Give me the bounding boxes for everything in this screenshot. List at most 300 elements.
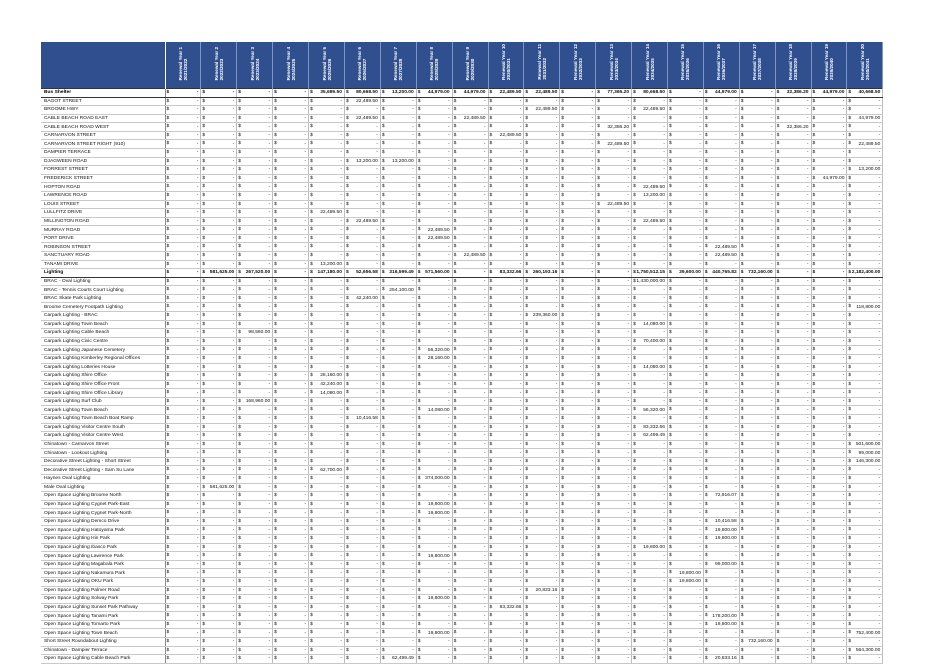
- value-cell[interactable]: [667, 363, 703, 372]
- value-cell[interactable]: [201, 140, 237, 149]
- value-cell[interactable]: [237, 114, 273, 123]
- value-cell[interactable]: [452, 406, 488, 415]
- value-cell[interactable]: [273, 509, 309, 518]
- value-cell[interactable]: [632, 140, 668, 149]
- value-cell[interactable]: [237, 535, 273, 544]
- value-cell[interactable]: [560, 466, 596, 475]
- value-cell[interactable]: [847, 569, 883, 578]
- value-cell[interactable]: [237, 183, 273, 192]
- value-cell[interactable]: [811, 526, 847, 535]
- value-cell[interactable]: [703, 500, 739, 509]
- value-cell[interactable]: [596, 234, 632, 243]
- value-cell[interactable]: [739, 372, 775, 381]
- value-cell[interactable]: [667, 629, 703, 638]
- value-cell[interactable]: [560, 294, 596, 303]
- value-cell[interactable]: [524, 629, 560, 638]
- value-cell[interactable]: [452, 475, 488, 484]
- value-cell[interactable]: [524, 440, 560, 449]
- value-cell[interactable]: [201, 243, 237, 252]
- value-cell[interactable]: [703, 414, 739, 423]
- value-cell[interactable]: [488, 286, 524, 295]
- value-cell[interactable]: [524, 432, 560, 441]
- value-cell[interactable]: [739, 646, 775, 655]
- table-row[interactable]: [41, 638, 883, 647]
- value-cell[interactable]: [488, 560, 524, 569]
- value-cell[interactable]: [739, 312, 775, 321]
- value-cell[interactable]: [667, 500, 703, 509]
- value-cell[interactable]: [452, 646, 488, 655]
- value-cell[interactable]: [596, 123, 632, 132]
- value-cell[interactable]: [847, 354, 883, 363]
- value-cell[interactable]: [452, 423, 488, 432]
- value-cell[interactable]: [165, 217, 201, 226]
- value-cell[interactable]: [596, 612, 632, 621]
- value-cell[interactable]: [739, 492, 775, 501]
- value-cell[interactable]: [524, 612, 560, 621]
- value-cell[interactable]: [847, 586, 883, 595]
- value-cell[interactable]: [703, 354, 739, 363]
- value-cell[interactable]: [811, 389, 847, 398]
- table-row[interactable]: [41, 509, 883, 518]
- value-cell[interactable]: [596, 174, 632, 183]
- value-cell[interactable]: [739, 346, 775, 355]
- value-cell[interactable]: [309, 509, 345, 518]
- value-cell[interactable]: [560, 329, 596, 338]
- value-cell[interactable]: [201, 432, 237, 441]
- value-cell[interactable]: [560, 183, 596, 192]
- value-cell[interactable]: [452, 389, 488, 398]
- value-cell[interactable]: [739, 389, 775, 398]
- value-cell[interactable]: [273, 89, 309, 98]
- value-cell[interactable]: [416, 251, 452, 260]
- value-cell[interactable]: [703, 183, 739, 192]
- value-cell[interactable]: [632, 226, 668, 235]
- value-cell[interactable]: [632, 423, 668, 432]
- value-cell[interactable]: [811, 372, 847, 381]
- value-cell[interactable]: [416, 414, 452, 423]
- value-cell[interactable]: [524, 166, 560, 175]
- value-cell[interactable]: [632, 552, 668, 561]
- value-cell[interactable]: [632, 586, 668, 595]
- value-cell[interactable]: [237, 466, 273, 475]
- value-cell[interactable]: [632, 509, 668, 518]
- value-cell[interactable]: [201, 183, 237, 192]
- value-cell[interactable]: [667, 97, 703, 106]
- value-cell[interactable]: [703, 655, 739, 664]
- value-cell[interactable]: [273, 586, 309, 595]
- value-cell[interactable]: [560, 535, 596, 544]
- value-cell[interactable]: [739, 140, 775, 149]
- value-cell[interactable]: [237, 517, 273, 526]
- table-row[interactable]: [41, 483, 883, 492]
- value-cell[interactable]: [488, 517, 524, 526]
- value-cell[interactable]: [703, 449, 739, 458]
- value-cell[interactable]: [380, 612, 416, 621]
- value-cell[interactable]: [524, 372, 560, 381]
- value-cell[interactable]: [775, 603, 811, 612]
- value-cell[interactable]: [237, 577, 273, 586]
- value-cell[interactable]: [775, 629, 811, 638]
- value-cell[interactable]: [632, 174, 668, 183]
- value-cell[interactable]: [416, 612, 452, 621]
- value-cell[interactable]: [273, 569, 309, 578]
- value-cell[interactable]: [811, 655, 847, 664]
- value-cell[interactable]: [524, 603, 560, 612]
- value-cell[interactable]: [596, 217, 632, 226]
- value-cell[interactable]: [667, 569, 703, 578]
- value-cell[interactable]: [596, 500, 632, 509]
- value-cell[interactable]: [488, 432, 524, 441]
- value-cell[interactable]: [524, 517, 560, 526]
- value-cell[interactable]: [847, 475, 883, 484]
- value-cell[interactable]: [847, 535, 883, 544]
- table-row[interactable]: [41, 183, 883, 192]
- value-cell[interactable]: [847, 269, 883, 278]
- value-cell[interactable]: [165, 269, 201, 278]
- value-cell[interactable]: [524, 114, 560, 123]
- value-cell[interactable]: [596, 629, 632, 638]
- value-cell[interactable]: [560, 526, 596, 535]
- value-cell[interactable]: [237, 260, 273, 269]
- value-cell[interactable]: [811, 320, 847, 329]
- value-cell[interactable]: [237, 380, 273, 389]
- value-cell[interactable]: [380, 372, 416, 381]
- value-cell[interactable]: [344, 457, 380, 466]
- value-cell[interactable]: [380, 346, 416, 355]
- value-cell[interactable]: [560, 655, 596, 664]
- value-cell[interactable]: [380, 526, 416, 535]
- value-cell[interactable]: [488, 277, 524, 286]
- value-cell[interactable]: [452, 517, 488, 526]
- value-cell[interactable]: [344, 577, 380, 586]
- value-cell[interactable]: [739, 106, 775, 115]
- value-cell[interactable]: [273, 166, 309, 175]
- value-cell[interactable]: [416, 209, 452, 218]
- value-cell[interactable]: [524, 312, 560, 321]
- value-cell[interactable]: [739, 226, 775, 235]
- value-cell[interactable]: [632, 595, 668, 604]
- value-cell[interactable]: [560, 269, 596, 278]
- value-cell[interactable]: [596, 466, 632, 475]
- value-cell[interactable]: [237, 131, 273, 140]
- value-cell[interactable]: [667, 577, 703, 586]
- value-cell[interactable]: [524, 560, 560, 569]
- value-cell[interactable]: [524, 414, 560, 423]
- value-cell[interactable]: [847, 406, 883, 415]
- value-cell[interactable]: [811, 612, 847, 621]
- value-cell[interactable]: [811, 629, 847, 638]
- value-cell[interactable]: [309, 603, 345, 612]
- value-cell[interactable]: [309, 457, 345, 466]
- value-cell[interactable]: [416, 320, 452, 329]
- value-cell[interactable]: [309, 200, 345, 209]
- value-cell[interactable]: [309, 251, 345, 260]
- value-cell[interactable]: [237, 174, 273, 183]
- value-cell[interactable]: [775, 560, 811, 569]
- value-cell[interactable]: [452, 312, 488, 321]
- year-column-header[interactable]: [703, 42, 739, 89]
- value-cell[interactable]: [273, 406, 309, 415]
- value-cell[interactable]: [775, 483, 811, 492]
- value-cell[interactable]: [416, 406, 452, 415]
- value-cell[interactable]: [667, 509, 703, 518]
- value-cell[interactable]: [237, 149, 273, 158]
- value-cell[interactable]: [237, 372, 273, 381]
- value-cell[interactable]: [344, 535, 380, 544]
- value-cell[interactable]: [775, 595, 811, 604]
- value-cell[interactable]: [237, 414, 273, 423]
- value-cell[interactable]: [703, 260, 739, 269]
- value-cell[interactable]: [488, 320, 524, 329]
- value-cell[interactable]: [560, 500, 596, 509]
- value-cell[interactable]: [596, 389, 632, 398]
- value-cell[interactable]: [416, 586, 452, 595]
- value-cell[interactable]: [201, 603, 237, 612]
- value-cell[interactable]: [380, 397, 416, 406]
- value-cell[interactable]: [344, 406, 380, 415]
- value-cell[interactable]: [811, 131, 847, 140]
- value-cell[interactable]: [380, 251, 416, 260]
- year-column-header[interactable]: [452, 42, 488, 89]
- table-row[interactable]: [41, 174, 883, 183]
- value-cell[interactable]: [201, 449, 237, 458]
- value-cell[interactable]: [380, 603, 416, 612]
- value-cell[interactable]: [811, 89, 847, 98]
- value-cell[interactable]: [632, 89, 668, 98]
- value-cell[interactable]: [811, 166, 847, 175]
- table-row[interactable]: [41, 149, 883, 158]
- value-cell[interactable]: [488, 149, 524, 158]
- value-cell[interactable]: [165, 320, 201, 329]
- value-cell[interactable]: [775, 500, 811, 509]
- value-cell[interactable]: [667, 209, 703, 218]
- value-cell[interactable]: [811, 354, 847, 363]
- value-cell[interactable]: [273, 286, 309, 295]
- value-cell[interactable]: [344, 466, 380, 475]
- value-cell[interactable]: [703, 209, 739, 218]
- value-cell[interactable]: [273, 414, 309, 423]
- value-cell[interactable]: [237, 97, 273, 106]
- value-cell[interactable]: [847, 629, 883, 638]
- value-cell[interactable]: [667, 226, 703, 235]
- value-cell[interactable]: [344, 414, 380, 423]
- value-cell[interactable]: [560, 286, 596, 295]
- value-cell[interactable]: [739, 363, 775, 372]
- value-cell[interactable]: [811, 586, 847, 595]
- value-cell[interactable]: [775, 191, 811, 200]
- value-cell[interactable]: [703, 620, 739, 629]
- value-cell[interactable]: [309, 449, 345, 458]
- value-cell[interactable]: [380, 389, 416, 398]
- value-cell[interactable]: [739, 406, 775, 415]
- value-cell[interactable]: [560, 140, 596, 149]
- value-cell[interactable]: [811, 457, 847, 466]
- value-cell[interactable]: [775, 509, 811, 518]
- value-cell[interactable]: [667, 638, 703, 647]
- value-cell[interactable]: [524, 123, 560, 132]
- value-cell[interactable]: [632, 372, 668, 381]
- value-cell[interactable]: [488, 380, 524, 389]
- value-cell[interactable]: [560, 114, 596, 123]
- table-row[interactable]: [41, 577, 883, 586]
- value-cell[interactable]: [273, 312, 309, 321]
- value-cell[interactable]: [811, 414, 847, 423]
- value-cell[interactable]: [632, 646, 668, 655]
- value-cell[interactable]: [273, 620, 309, 629]
- value-cell[interactable]: [775, 200, 811, 209]
- value-cell[interactable]: [165, 372, 201, 381]
- value-cell[interactable]: [632, 209, 668, 218]
- value-cell[interactable]: [560, 603, 596, 612]
- value-cell[interactable]: [596, 380, 632, 389]
- value-cell[interactable]: [452, 363, 488, 372]
- value-cell[interactable]: [201, 149, 237, 158]
- value-cell[interactable]: [380, 560, 416, 569]
- value-cell[interactable]: [847, 97, 883, 106]
- table-row[interactable]: [41, 277, 883, 286]
- value-cell[interactable]: [416, 646, 452, 655]
- value-cell[interactable]: [380, 312, 416, 321]
- value-cell[interactable]: [560, 517, 596, 526]
- value-cell[interactable]: [632, 131, 668, 140]
- value-cell[interactable]: [344, 638, 380, 647]
- value-cell[interactable]: [344, 569, 380, 578]
- value-cell[interactable]: [775, 89, 811, 98]
- value-cell[interactable]: [237, 209, 273, 218]
- value-cell[interactable]: [165, 226, 201, 235]
- value-cell[interactable]: [452, 500, 488, 509]
- value-cell[interactable]: [847, 337, 883, 346]
- value-cell[interactable]: [703, 397, 739, 406]
- value-cell[interactable]: [309, 191, 345, 200]
- value-cell[interactable]: [632, 354, 668, 363]
- value-cell[interactable]: [596, 603, 632, 612]
- value-cell[interactable]: [847, 286, 883, 295]
- value-cell[interactable]: [524, 157, 560, 166]
- value-cell[interactable]: [165, 655, 201, 664]
- value-cell[interactable]: [596, 320, 632, 329]
- value-cell[interactable]: [775, 243, 811, 252]
- value-cell[interactable]: [703, 320, 739, 329]
- value-cell[interactable]: [165, 97, 201, 106]
- value-cell[interactable]: [667, 217, 703, 226]
- value-cell[interactable]: [739, 337, 775, 346]
- value-cell[interactable]: [667, 149, 703, 158]
- value-cell[interactable]: [273, 500, 309, 509]
- value-cell[interactable]: [344, 312, 380, 321]
- value-cell[interactable]: [416, 535, 452, 544]
- value-cell[interactable]: [775, 337, 811, 346]
- value-cell[interactable]: [380, 286, 416, 295]
- value-cell[interactable]: [632, 260, 668, 269]
- value-cell[interactable]: [524, 97, 560, 106]
- value-cell[interactable]: [775, 131, 811, 140]
- value-cell[interactable]: [488, 200, 524, 209]
- value-cell[interactable]: [452, 329, 488, 338]
- value-cell[interactable]: [416, 638, 452, 647]
- value-cell[interactable]: [380, 629, 416, 638]
- value-cell[interactable]: [201, 457, 237, 466]
- value-cell[interactable]: [524, 586, 560, 595]
- value-cell[interactable]: [596, 106, 632, 115]
- value-cell[interactable]: [309, 380, 345, 389]
- value-cell[interactable]: [632, 492, 668, 501]
- value-cell[interactable]: [452, 149, 488, 158]
- value-cell[interactable]: [273, 535, 309, 544]
- value-cell[interactable]: [632, 526, 668, 535]
- value-cell[interactable]: [416, 337, 452, 346]
- value-cell[interactable]: [273, 552, 309, 561]
- value-cell[interactable]: [775, 646, 811, 655]
- value-cell[interactable]: [524, 89, 560, 98]
- value-cell[interactable]: [847, 149, 883, 158]
- value-cell[interactable]: [452, 466, 488, 475]
- value-cell[interactable]: [273, 389, 309, 398]
- value-cell[interactable]: [632, 380, 668, 389]
- value-cell[interactable]: [667, 123, 703, 132]
- value-cell[interactable]: [416, 552, 452, 561]
- value-cell[interactable]: [380, 89, 416, 98]
- value-cell[interactable]: [560, 638, 596, 647]
- value-cell[interactable]: [632, 569, 668, 578]
- value-cell[interactable]: [488, 157, 524, 166]
- value-cell[interactable]: [452, 414, 488, 423]
- table-row[interactable]: [41, 475, 883, 484]
- value-cell[interactable]: [237, 406, 273, 415]
- value-cell[interactable]: [488, 509, 524, 518]
- value-cell[interactable]: [811, 380, 847, 389]
- table-row[interactable]: [41, 131, 883, 140]
- value-cell[interactable]: [524, 595, 560, 604]
- value-cell[interactable]: [344, 620, 380, 629]
- value-cell[interactable]: [237, 337, 273, 346]
- value-cell[interactable]: [416, 329, 452, 338]
- value-cell[interactable]: [524, 251, 560, 260]
- value-cell[interactable]: [237, 526, 273, 535]
- value-cell[interactable]: [632, 346, 668, 355]
- value-cell[interactable]: [416, 191, 452, 200]
- value-cell[interactable]: [201, 277, 237, 286]
- value-cell[interactable]: [560, 577, 596, 586]
- value-cell[interactable]: [775, 380, 811, 389]
- value-cell[interactable]: [847, 423, 883, 432]
- value-cell[interactable]: [344, 131, 380, 140]
- value-cell[interactable]: [452, 629, 488, 638]
- value-cell[interactable]: [273, 646, 309, 655]
- value-cell[interactable]: [560, 560, 596, 569]
- value-cell[interactable]: [309, 97, 345, 106]
- value-cell[interactable]: [273, 217, 309, 226]
- value-cell[interactable]: [632, 149, 668, 158]
- value-cell[interactable]: [273, 397, 309, 406]
- value-cell[interactable]: [524, 552, 560, 561]
- value-cell[interactable]: [847, 380, 883, 389]
- table-row[interactable]: [41, 543, 883, 552]
- table-row[interactable]: [41, 500, 883, 509]
- value-cell[interactable]: [237, 603, 273, 612]
- value-cell[interactable]: [165, 131, 201, 140]
- value-cell[interactable]: [273, 449, 309, 458]
- value-cell[interactable]: [488, 234, 524, 243]
- value-cell[interactable]: [344, 423, 380, 432]
- value-cell[interactable]: [775, 449, 811, 458]
- value-cell[interactable]: [237, 269, 273, 278]
- value-cell[interactable]: [309, 526, 345, 535]
- value-cell[interactable]: [416, 174, 452, 183]
- value-cell[interactable]: [452, 303, 488, 312]
- value-cell[interactable]: [632, 655, 668, 664]
- value-cell[interactable]: [273, 106, 309, 115]
